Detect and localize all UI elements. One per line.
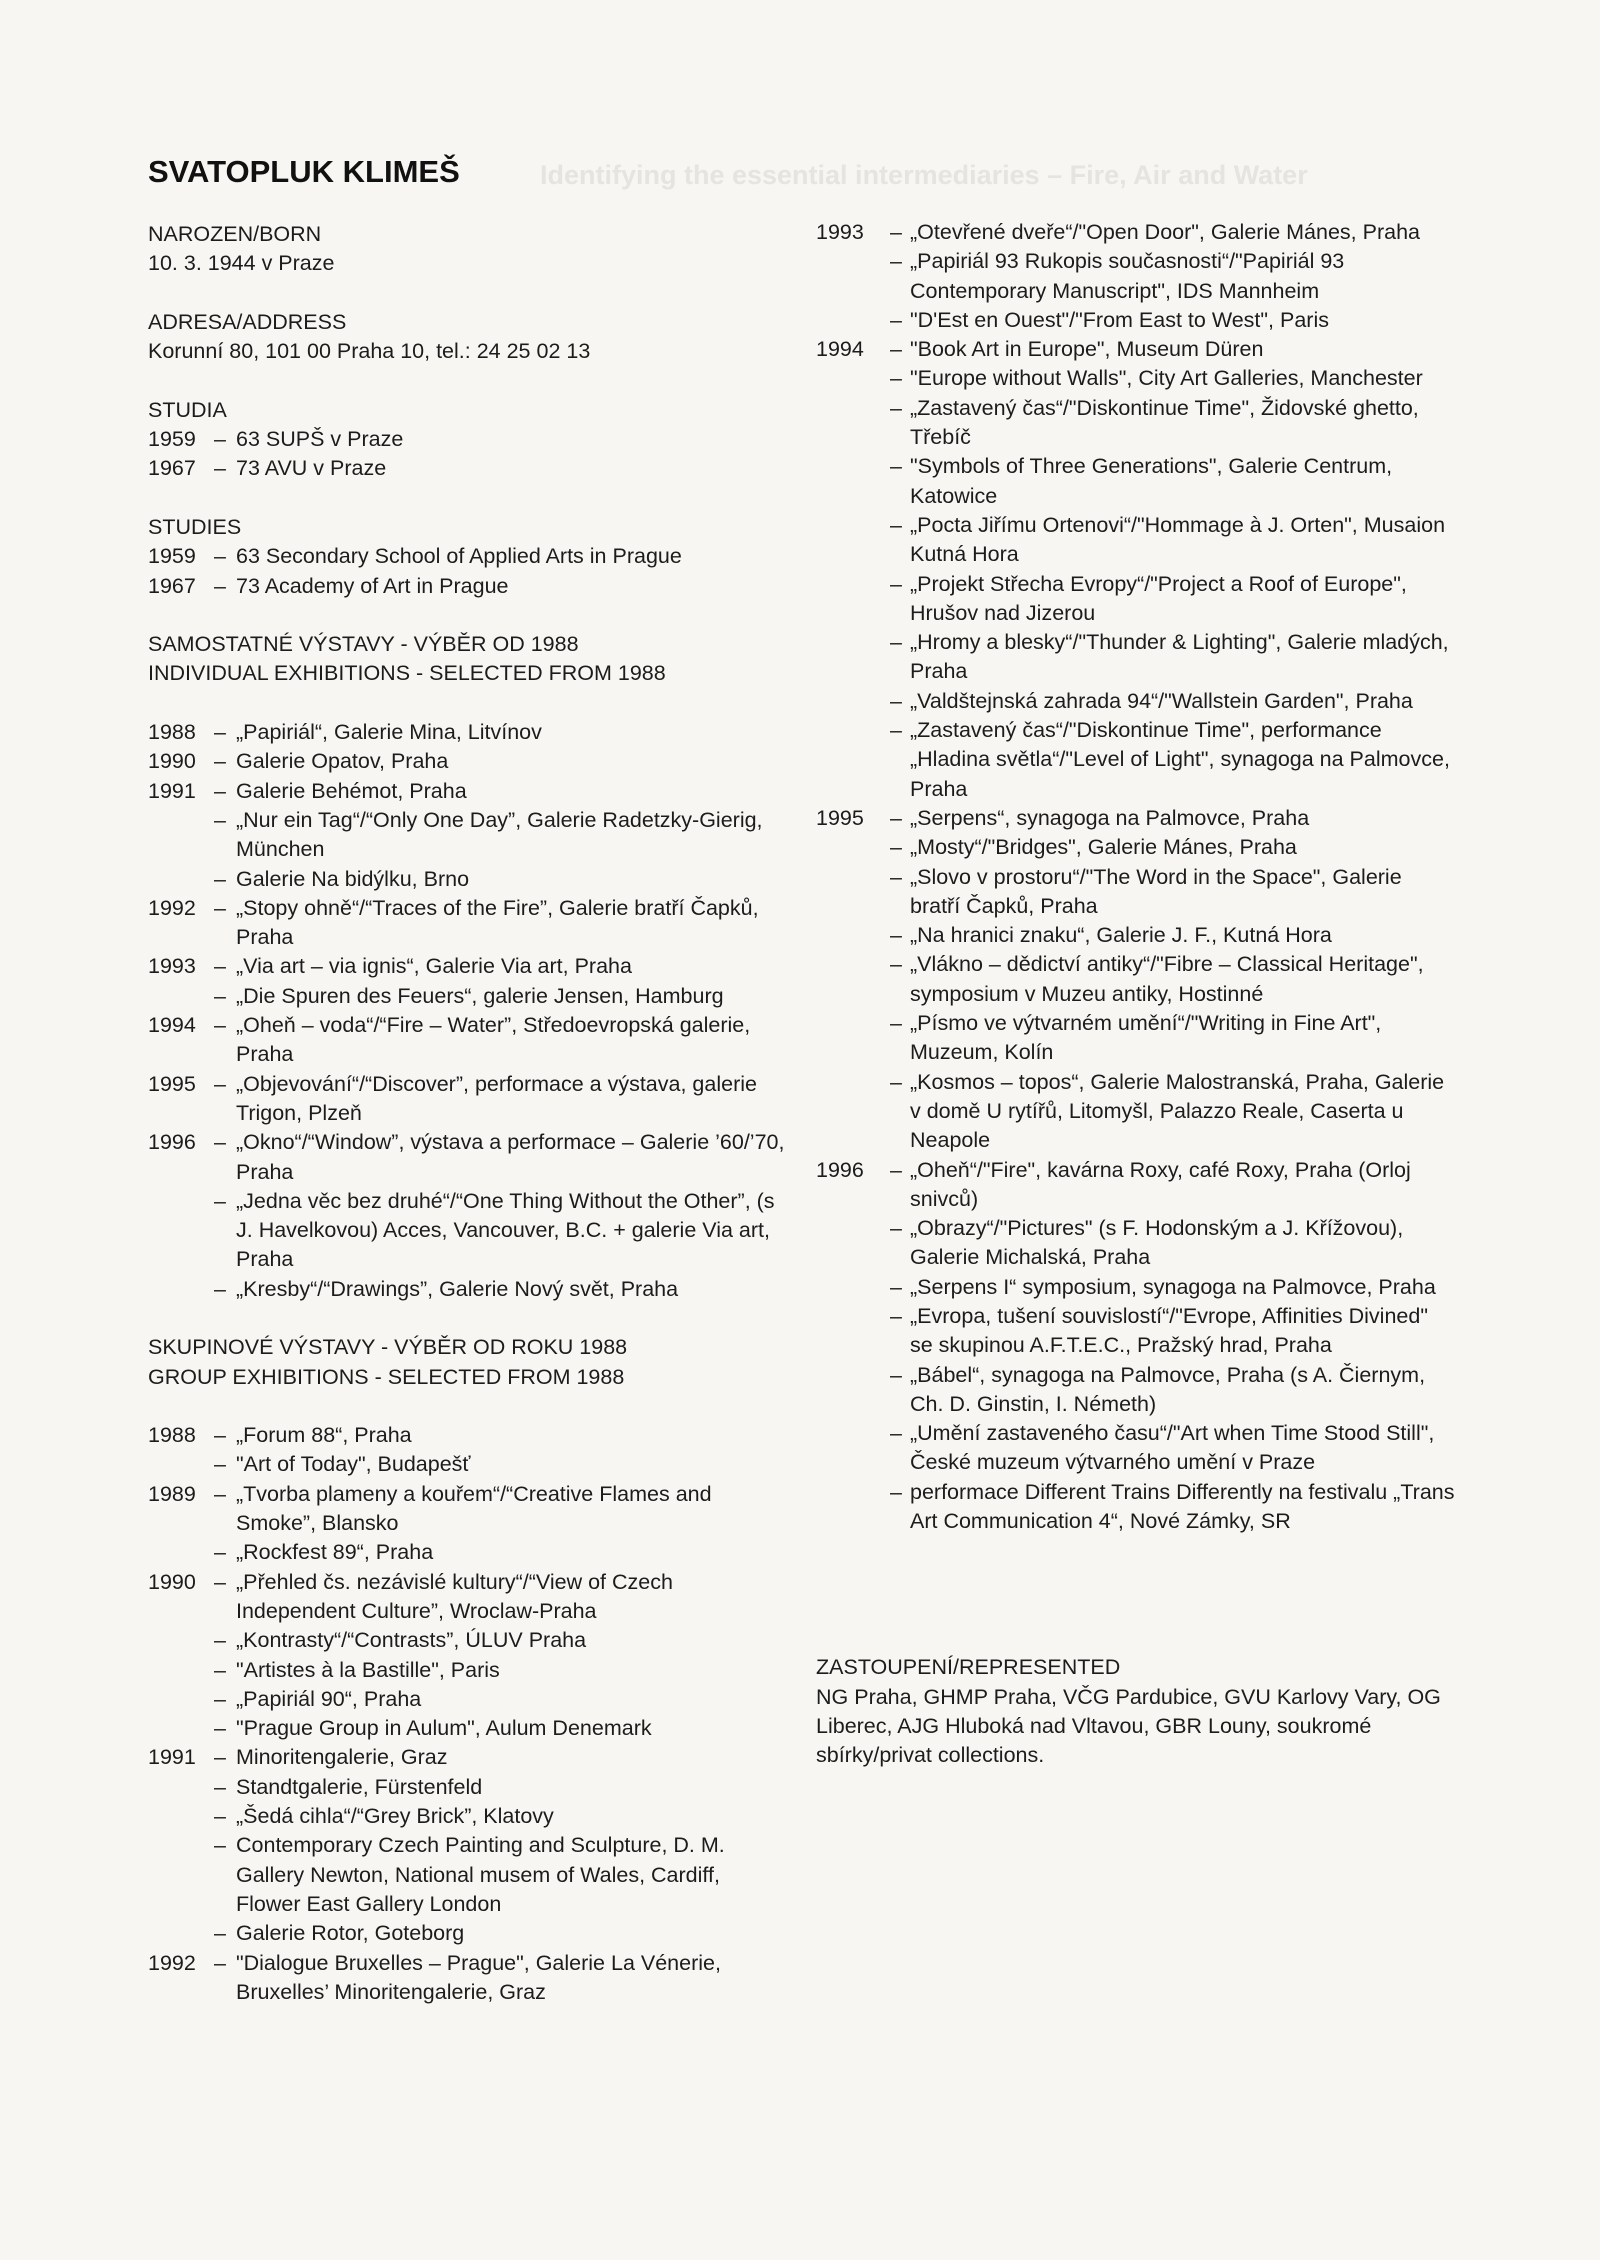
entry-text: „Kosmos – topos“, Galerie Malostranská, Praha, Galerie v domě U rytířů, Litomyšl, Palazzo Reale, Caserta u Neapole <box>910 1069 1445 1153</box>
entry-dash: – <box>214 427 226 452</box>
entry-dash: – <box>890 1421 902 1446</box>
entry-year <box>816 950 890 1009</box>
list-item <box>816 1419 1456 1478</box>
list-item <box>148 1626 788 1655</box>
entry-year <box>148 1685 214 1714</box>
entry-dash: – <box>214 1833 226 1858</box>
entry-text: „Kontrasty“/“Contrasts”, ÚLUV Praha <box>236 1628 587 1653</box>
entry-text: „Vlákno – dědictví antiky“/"Fibre – Classical Heritage", symposium v Muzeu antiky, Hostinné <box>910 952 1424 1006</box>
entry-text: 63 Secondary School of Applied Arts in Prague <box>236 544 682 569</box>
entry-dash: – <box>890 249 902 274</box>
list-item <box>816 1156 1456 1215</box>
entry-text: „Stopy ohně“/“Traces of the Fire”, Galerie bratří Čapků, Praha <box>236 895 759 950</box>
entry-dash: – <box>890 366 902 391</box>
entry-text: "D'Est en Ouest"/"From East to West", Paris <box>910 307 1329 332</box>
entry-year <box>148 1802 214 1831</box>
group-heading-cz: SKUPINOVÉ VÝSTAVY - VÝBĚR OD ROKU 1988 <box>148 1335 628 1360</box>
list-item <box>816 833 1456 862</box>
list-item <box>148 718 788 747</box>
list-item <box>148 1656 788 1685</box>
entry-year: 1990 <box>148 1569 196 1594</box>
entry-text: „Hromy a blesky“/"Thunder & Lighting", Galerie mladých, Praha <box>910 630 1449 684</box>
list-item <box>816 1214 1456 1273</box>
list-item <box>148 1714 788 1743</box>
entry-text: „Evropa, tušení souvislostí“/"Evrope, Affinities Divined" se skupinou A.F.T.E.C., Pražský hrad, Praha <box>910 1303 1428 1358</box>
entry-year: 1994 <box>816 337 864 362</box>
entry-text: „Forum 88“, Praha <box>236 1423 412 1448</box>
entry-text: „Valdštejnská zahrada 94“/"Wallstein Garden", Praha <box>910 688 1413 713</box>
list-item <box>816 628 1456 687</box>
entry-text: "Prague Group in Aulum", Aulum Denemark <box>236 1716 652 1741</box>
list-item <box>816 1009 1456 1068</box>
entry-year: 1993 <box>148 954 196 979</box>
entry-dash: – <box>890 630 902 655</box>
entry-dash: – <box>890 718 902 743</box>
list-item <box>816 1273 1456 1302</box>
list-item <box>148 806 788 865</box>
entry-text: Contemporary Czech Painting and Sculpture, D. M. Gallery Newton, National musem of Wales, Cardiff, Flower East Gallery London <box>236 1833 725 1916</box>
entry-text: „Serpens“, synagoga na Palmovce, Praha <box>910 805 1310 830</box>
entry-dash: – <box>890 307 902 332</box>
entry-text: „Bábel“, synagoga na Palmovce, Praha (s A. Čiernym, Ch. D. Ginstin, I. Németh) <box>910 1362 1426 1416</box>
entry-dash: – <box>214 1481 226 1506</box>
entry-text: Galerie Opatov, Praha <box>236 749 449 774</box>
entry-text: „Tvorba plameny a kouřem“/“Creative Flames and Smoke”, Blansko <box>236 1481 712 1536</box>
entry-text: Galerie Behémot, Praha <box>236 778 467 803</box>
entry-dash: – <box>890 1303 902 1328</box>
list-item <box>148 1743 788 1772</box>
entry-text: „Otevřené dveře“/"Open Door", Galerie Mánes, Praha <box>910 220 1420 244</box>
entry-text: „Papiriál 90“, Praha <box>236 1686 422 1711</box>
list-item <box>148 1421 788 1450</box>
entry-dash: – <box>214 1745 226 1770</box>
entry-year <box>816 1361 890 1420</box>
address-value: Korunní 80, 101 00 Praha 10, tel.: 24 25 02 13 <box>148 339 591 364</box>
entry-year: 1993 <box>816 220 864 244</box>
represented-text: NG Praha, GHMP Praha, VČG Pardubice, GVU Karlovy Vary, OG Liberec, AJG Hluboká nad Vltavou, GBR Louny, soukromé sbírky/privat collections. <box>816 1684 1441 1768</box>
entry-year <box>148 1626 214 1655</box>
list-item <box>148 747 788 776</box>
list-item <box>148 1480 788 1539</box>
entry-dash: – <box>214 1013 226 1038</box>
list-item <box>816 921 1456 950</box>
entry-text: „Objevování“/“Discover”, performace a výstava, galerie Trigon, Plzeň <box>236 1071 757 1125</box>
list-item <box>148 1187 788 1275</box>
entry-year <box>816 364 890 393</box>
entry-year <box>816 570 890 629</box>
entry-year: 1995 <box>148 1071 196 1096</box>
entry-dash: – <box>890 571 902 596</box>
entry-year <box>148 1187 214 1275</box>
entry-dash: – <box>214 778 226 803</box>
list-item <box>816 1361 1456 1420</box>
entry-dash: – <box>890 395 902 420</box>
entry-dash: – <box>214 1628 226 1653</box>
entry-dash: – <box>214 456 226 481</box>
entry-year <box>816 1009 890 1068</box>
entry-dash: – <box>214 1921 226 1946</box>
list-item <box>816 716 1456 804</box>
born-value: 10. 3. 1944 v Praze <box>148 251 335 276</box>
group-exhibitions-list <box>148 1421 788 2007</box>
entry-dash: – <box>214 1657 226 1682</box>
list-item <box>816 1068 1456 1156</box>
entry-year <box>816 1214 890 1273</box>
list-item <box>148 572 788 601</box>
entry-dash: – <box>214 895 226 920</box>
entry-dash: – <box>214 954 226 979</box>
studia-label: STUDIA <box>148 397 227 422</box>
group-heading-en: GROUP EXHIBITIONS - SELECTED FROM 1988 <box>148 1364 625 1389</box>
list-item <box>816 1302 1456 1361</box>
list-item <box>148 1568 788 1627</box>
entry-dash: – <box>890 337 902 362</box>
entry-dash: – <box>890 1069 902 1094</box>
entry-text: "Artistes à la Bastille", Paris <box>236 1657 500 1682</box>
list-item <box>148 1450 788 1479</box>
entry-year: 1959 <box>148 427 196 452</box>
studia-list <box>148 425 788 484</box>
list-item <box>816 1478 1456 1537</box>
entry-dash: – <box>214 1452 226 1477</box>
list-item <box>148 454 788 483</box>
entry-text: 73 AVU v Praze <box>236 456 387 481</box>
list-item <box>148 1802 788 1831</box>
entry-dash: – <box>890 835 902 860</box>
list-item <box>816 364 1456 393</box>
entry-year: 1988 <box>148 720 196 745</box>
entry-dash: – <box>890 1362 902 1387</box>
entry-dash: – <box>214 1950 226 1975</box>
entry-year: 1990 <box>148 749 196 774</box>
right-column <box>816 218 1456 1771</box>
entry-dash: – <box>890 1274 902 1299</box>
entry-dash: – <box>214 1716 226 1741</box>
entry-year: 1991 <box>148 1745 196 1770</box>
list-item <box>148 1773 788 1802</box>
entry-text: Galerie Na bidýlku, Brno <box>236 866 470 891</box>
represented-label: ZASTOUPENÍ/REPRESENTED <box>816 1655 1121 1680</box>
list-item <box>148 865 788 894</box>
entry-text: Galerie Rotor, Goteborg <box>236 1921 465 1946</box>
list-item <box>148 1949 788 2008</box>
entry-year: 1967 <box>148 573 196 598</box>
entry-year <box>816 306 890 335</box>
list-item <box>816 863 1456 922</box>
entry-dash: – <box>890 805 902 830</box>
entry-text: „Kresby“/“Drawings”, Galerie Nový svět, Praha <box>236 1276 679 1301</box>
entry-dash: – <box>890 1216 902 1241</box>
entry-text: "Europe without Walls", City Art Galleries, Manchester <box>910 366 1423 391</box>
entry-dash: – <box>890 688 902 713</box>
list-item <box>148 1919 788 1948</box>
entry-text: „Rockfest 89“, Praha <box>236 1540 434 1565</box>
list-item <box>816 687 1456 716</box>
entry-text: 63 SUPŠ v Praze <box>236 427 404 452</box>
list-item <box>148 1128 788 1187</box>
list-item <box>816 218 1456 247</box>
entry-dash: – <box>214 866 226 891</box>
entry-year: 1992 <box>148 895 196 920</box>
entry-text: „Projekt Střecha Evropy“/"Project a Roof of Europe", Hrušov nad Jizerou <box>910 571 1407 625</box>
entry-year: 1988 <box>148 1423 196 1448</box>
entry-text: 73 Academy of Art in Prague <box>236 573 509 598</box>
entry-text: „Zastavený čas“/"Diskontinue Time", Židovské ghetto, Třebíč <box>910 395 1419 450</box>
entry-year: 1994 <box>148 1013 196 1038</box>
list-item <box>816 306 1456 335</box>
entry-dash: – <box>890 1157 902 1182</box>
entry-text: „Přehled čs. nezávislé kultury“/“View of Czech Independent Culture”, Wroclaw-Praha <box>236 1569 673 1623</box>
entry-text: „Oheň“/"Fire", kavárna Roxy, café Roxy, Praha (Orloj snivců) <box>910 1157 1411 1211</box>
entry-year <box>816 394 890 453</box>
entry-year <box>148 1919 214 1948</box>
entry-year <box>148 1538 214 1567</box>
entry-year <box>148 1450 214 1479</box>
entry-text: Standtgalerie, Fürstenfeld <box>236 1774 483 1799</box>
entry-dash: – <box>214 1276 226 1301</box>
entry-year <box>816 1068 890 1156</box>
entry-year <box>148 982 214 1011</box>
list-item <box>148 1685 788 1714</box>
entry-dash: – <box>214 749 226 774</box>
entry-dash: – <box>214 1130 226 1155</box>
entry-text: „Okno“/“Window”, výstava a performace – Galerie ’60/’70, Praha <box>236 1130 785 1184</box>
entry-text: „Na hranici znaku“, Galerie J. F., Kutná Hora <box>910 923 1332 948</box>
entry-dash: – <box>214 1540 226 1565</box>
entry-text: „Papiriál 93 Rukopis současnosti“/"Papiriál 93 Contemporary Manuscript", IDS Mannheim <box>910 249 1345 303</box>
entry-year <box>816 452 890 511</box>
list-item <box>816 335 1456 364</box>
entry-dash: – <box>890 923 902 948</box>
entry-year <box>148 1831 214 1919</box>
entry-text: „Oheň – voda“/“Fire – Water”, Středoevropská galerie, Praha <box>236 1013 751 1067</box>
entry-text: „Slovo v prostoru“/"The Word in the Space", Galerie bratří Čapků, Praha <box>910 864 1402 918</box>
entry-dash: – <box>890 1479 902 1504</box>
entry-year: 1996 <box>816 1157 864 1182</box>
studies-list <box>148 542 788 601</box>
entry-text: „Die Spuren des Feuers“, galerie Jensen, Hamburg <box>236 983 724 1008</box>
entry-dash: – <box>214 720 226 745</box>
entry-text: „Jedna věc bez druhé“/“One Thing Without the Other”, (s J. Havelkovou) Acces, Vancouver, B.C. + galerie Via art, Praha <box>236 1188 775 1272</box>
entry-text: „Papiriál“, Galerie Mina, Litvínov <box>236 720 542 745</box>
entry-year <box>816 716 890 804</box>
entry-year <box>816 628 890 687</box>
entry-text: „Via art – via ignis“, Galerie Via art, Praha <box>236 954 632 979</box>
entry-year <box>816 863 890 922</box>
entry-dash: – <box>214 1569 226 1594</box>
list-item <box>816 247 1456 306</box>
born-label: NAROZEN/BORN <box>148 222 322 246</box>
entry-dash: – <box>890 1011 902 1036</box>
solo-heading-en: INDIVIDUAL EXHIBITIONS - SELECTED FROM 1988 <box>148 661 666 686</box>
entry-text: „Písmo ve výtvarném umění“/"Writing in Fine Art", Muzeum, Kolín <box>910 1011 1382 1065</box>
solo-exhibitions-list <box>148 718 788 1304</box>
entry-year <box>816 1302 890 1361</box>
entry-dash: – <box>214 1423 226 1448</box>
entry-year: 1995 <box>816 805 864 830</box>
entry-dash: – <box>214 1071 226 1096</box>
solo-heading-cz: SAMOSTATNÉ VÝSTAVY - VÝBĚR OD 1988 <box>148 632 579 657</box>
show-through-heading: Identifying the essential intermediaries – Fire, Air and Water <box>540 160 1308 190</box>
entry-year: 1967 <box>148 456 196 481</box>
list-item <box>148 1070 788 1129</box>
entry-year: 1996 <box>148 1130 196 1155</box>
list-item <box>148 777 788 806</box>
entry-text: „Mosty“/"Bridges", Galerie Mánes, Praha <box>910 835 1297 860</box>
list-item <box>148 542 788 571</box>
entry-year <box>816 511 890 570</box>
entry-dash: – <box>214 1804 226 1829</box>
entry-year <box>148 1773 214 1802</box>
list-item <box>148 952 788 981</box>
entry-text: „Nur ein Tag“/“Only One Day”, Galerie Radetzky-Gierig, München <box>236 807 763 862</box>
entry-text: "Dialogue Bruxelles – Prague", Galerie La Vénerie, Bruxelles’ Minoritengalerie, Graz <box>236 1950 721 2004</box>
entry-dash: – <box>214 1686 226 1711</box>
entry-text: „Šedá cihla“/“Grey Brick”, Klatovy <box>236 1804 554 1829</box>
list-item <box>816 570 1456 629</box>
entry-year <box>148 806 214 865</box>
entry-dash: – <box>890 512 902 537</box>
list-item <box>816 394 1456 453</box>
address-label: ADRESA/ADDRESS <box>148 309 347 334</box>
entry-year <box>148 865 214 894</box>
list-item <box>148 425 788 454</box>
entry-year <box>148 1656 214 1685</box>
entry-year <box>816 1478 890 1537</box>
entry-text: „Umění zastaveného času“/"Art when Time Stood Still", České muzeum výtvarného umění v Praze <box>910 1421 1435 1475</box>
entry-text: „Serpens I“ symposium, synagoga na Palmovce, Praha <box>910 1274 1436 1299</box>
entry-year: 1991 <box>148 778 196 803</box>
entry-text: performace Different Trains Differently na festivalu „Trans Art Communication 4“, Nové Zámky, SR <box>910 1479 1455 1534</box>
entry-dash: – <box>214 807 226 832</box>
entry-text: „Zastavený čas“/"Diskontinue Time", performance „Hladina světla“/"Level of Light", synagoga na Palmovce, Praha <box>910 718 1450 801</box>
entry-year <box>816 247 890 306</box>
list-item <box>816 511 1456 570</box>
entry-dash: – <box>890 864 902 889</box>
entry-year <box>148 1714 214 1743</box>
left-column <box>148 220 788 2007</box>
entry-text: "Book Art in Europe", Museum Düren <box>910 337 1264 362</box>
entry-text: "Art of Today", Budapešť <box>236 1452 471 1477</box>
entry-year <box>816 687 890 716</box>
entry-year <box>816 833 890 862</box>
entry-dash: – <box>214 1774 226 1799</box>
entry-text: "Symbols of Three Generations", Galerie Centrum, Katowice <box>910 454 1393 508</box>
entry-text: Minoritengalerie, Graz <box>236 1745 448 1770</box>
entry-dash: – <box>890 220 902 244</box>
entry-text: „Obrazy“/"Pictures" (s F. Hodonským a J. Křížovou), Galerie Michalská, Praha <box>910 1216 1404 1270</box>
artist-name: SVATOPLUK KLIMEŠ <box>148 154 460 189</box>
entry-dash: – <box>214 544 226 569</box>
entry-year <box>148 1275 214 1304</box>
entry-year <box>816 1273 890 1302</box>
entry-dash: – <box>214 983 226 1008</box>
list-item <box>148 1011 788 1070</box>
entry-dash: – <box>890 952 902 977</box>
entry-year: 1989 <box>148 1481 196 1506</box>
list-item <box>148 894 788 953</box>
list-item <box>148 1275 788 1304</box>
list-item <box>816 950 1456 1009</box>
group-exhibitions-list-continued <box>816 218 1456 1536</box>
entry-dash: – <box>890 454 902 479</box>
entry-dash: – <box>214 1188 226 1213</box>
list-item <box>148 1831 788 1919</box>
entry-year <box>816 921 890 950</box>
studies-label: STUDIES <box>148 514 242 539</box>
list-item <box>816 804 1456 833</box>
entry-year: 1959 <box>148 544 196 569</box>
list-item <box>148 1538 788 1567</box>
entry-year <box>816 1419 890 1478</box>
list-item <box>816 452 1456 511</box>
entry-text: „Pocta Jiřímu Ortenovi“/"Hommage à J. Orten", Musaion Kutná Hora <box>910 512 1446 567</box>
entry-year: 1992 <box>148 1950 196 1975</box>
entry-dash: – <box>214 573 226 598</box>
list-item <box>148 982 788 1011</box>
